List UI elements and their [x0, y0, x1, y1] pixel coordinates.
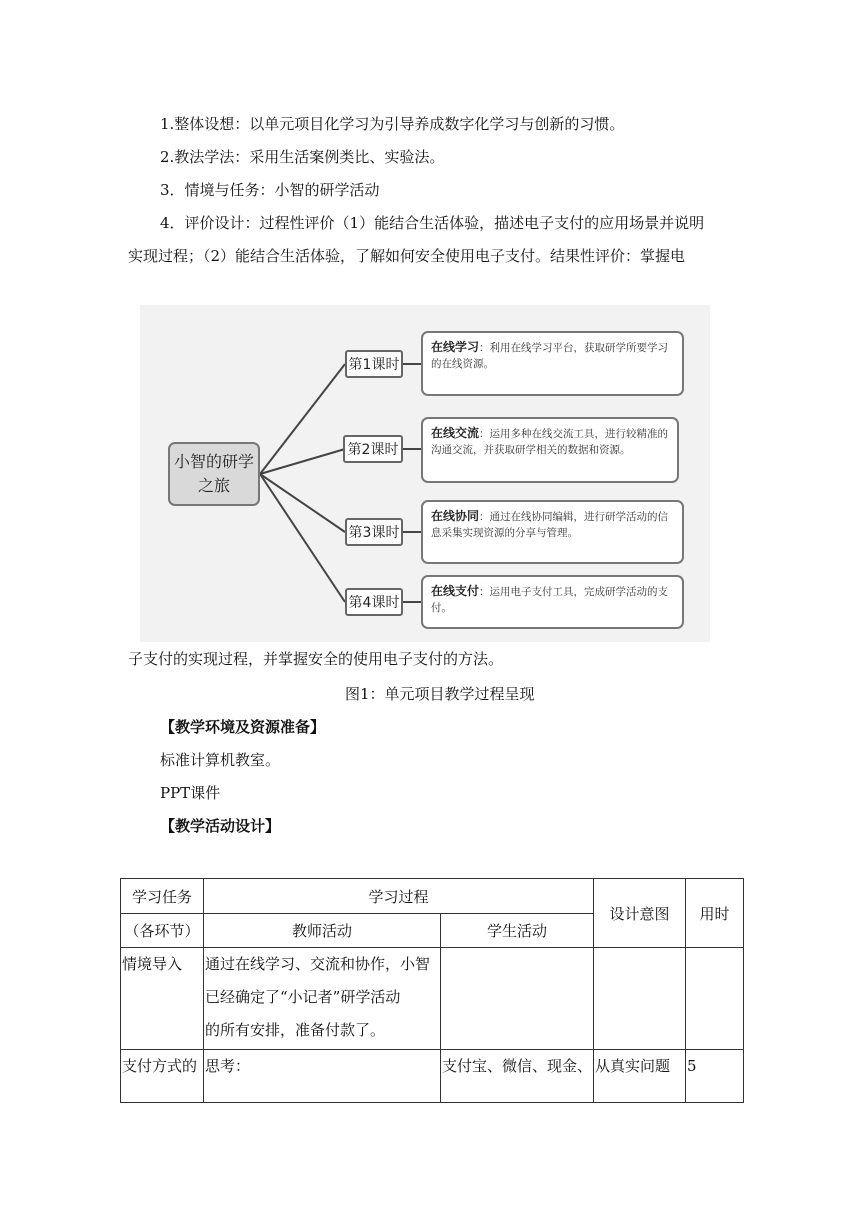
figure-caption: 图1：单元项目教学过程呈现 [345, 685, 535, 703]
lesson-3-title: 在线协同 [431, 509, 480, 523]
paragraph-evaluation-line1: 4．评价设计：过程性评价（1）能结合生活体验，描述电子支付的应用场景并说明 [160, 214, 705, 232]
lesson-3-text: ：通过在线协同编辑，进行研学活动的信息采集实现资源的分享与管理。 [431, 511, 669, 539]
lesson-2-node: 第2课时 [343, 435, 403, 463]
center-node-line1: 小智的研学 [173, 452, 254, 471]
lesson-4-title: 在线支付 [431, 584, 480, 598]
paragraph-evaluation-line2: 实现过程；（2）能结合生活体验，了解如何安全使用电子支付。结果性评价：掌握电 [128, 247, 686, 265]
row1-duration [686, 948, 744, 1050]
lesson-4-text: ：运用电子支付工具，完成研学活动的支付。 [431, 586, 669, 614]
lesson-4-node: 第4课时 [345, 588, 403, 616]
header-student-activity: 学生活动 [441, 914, 594, 948]
mind-map-center-node [168, 442, 260, 506]
row2-student-activity: 支付宝、微信、现金、 [441, 1050, 594, 1103]
lesson-1-node: 第1课时 [345, 350, 403, 378]
row2-design-intent: 从真实问题 [594, 1050, 686, 1103]
activity-design-table [120, 878, 744, 1103]
header-learning-process: 学习过程 [204, 879, 594, 914]
row1-teacher-line2: 已经确定了“小记者”研学活动 [205, 988, 401, 1006]
row1-teacher-line3: 的所有安排，准备付款了。 [205, 1021, 386, 1039]
row2-task: 支付方式的 [121, 1050, 204, 1103]
lesson-1-text: ：利用在线学习平台，获取研学所要学习的在线资源。 [431, 342, 669, 370]
connector-line-4 [260, 474, 345, 602]
lesson-1-title: 在线学习 [431, 340, 480, 354]
paragraph-scenario: 3．情境与任务：小智的研学活动 [160, 181, 380, 199]
header-design-intent: 设计意图 [594, 879, 686, 948]
header-task [121, 879, 204, 914]
center-node-line2: 之旅 [197, 476, 230, 495]
header-task-line1: 学习任务 [131, 887, 192, 906]
row1-task: 情境导入 [121, 948, 204, 1050]
connector-line-2 [260, 449, 345, 474]
paragraph-method: 2.教法学法：采用生活案例类比、实验法。 [160, 148, 445, 166]
lesson-1-description [421, 331, 684, 396]
lesson-2-description [421, 417, 679, 483]
environment-item-classroom: 标准计算机教室。 [160, 751, 281, 769]
row1-design-intent [594, 948, 686, 1050]
connector-line-1 [260, 364, 345, 474]
header-duration: 用时 [686, 879, 744, 948]
section-heading-environment: 【教学环境及资源准备】 [160, 718, 326, 736]
environment-item-ppt: PPT课件 [160, 784, 221, 802]
row2-teacher-activity: 思考： [204, 1050, 441, 1103]
section-heading-activity: 【教学活动设计】 [160, 817, 281, 835]
lesson-2-text: ：运用多种在线交流工具，进行较精准的沟通交流，并获取研学相关的数据和资源。 [431, 428, 669, 456]
row1-student-activity [441, 948, 594, 1050]
lesson-3-node: 第3课时 [345, 518, 403, 546]
lesson-3-description [421, 500, 684, 564]
header-task-sub: （各环节） [121, 914, 204, 948]
row1-teacher-line1: 通过在线学习、交流和协作，小智 [205, 955, 431, 973]
mind-map-diagram [140, 305, 710, 642]
paragraph-evaluation-line3: 子支付的实现过程，并掌握安全的使用电子支付的方法。 [128, 650, 504, 668]
row1-teacher-activity [204, 948, 441, 1050]
header-teacher-activity: 教师活动 [204, 914, 441, 948]
row2-duration: 5 [686, 1050, 744, 1103]
paragraph-overall-idea: 1.整体设想：以单元项目化学习为引导养成数字化学习与创新的习惯。 [160, 115, 625, 133]
lesson-2-title: 在线交流 [431, 426, 480, 440]
connector-line-3 [260, 474, 345, 532]
lesson-4-description [421, 575, 684, 629]
